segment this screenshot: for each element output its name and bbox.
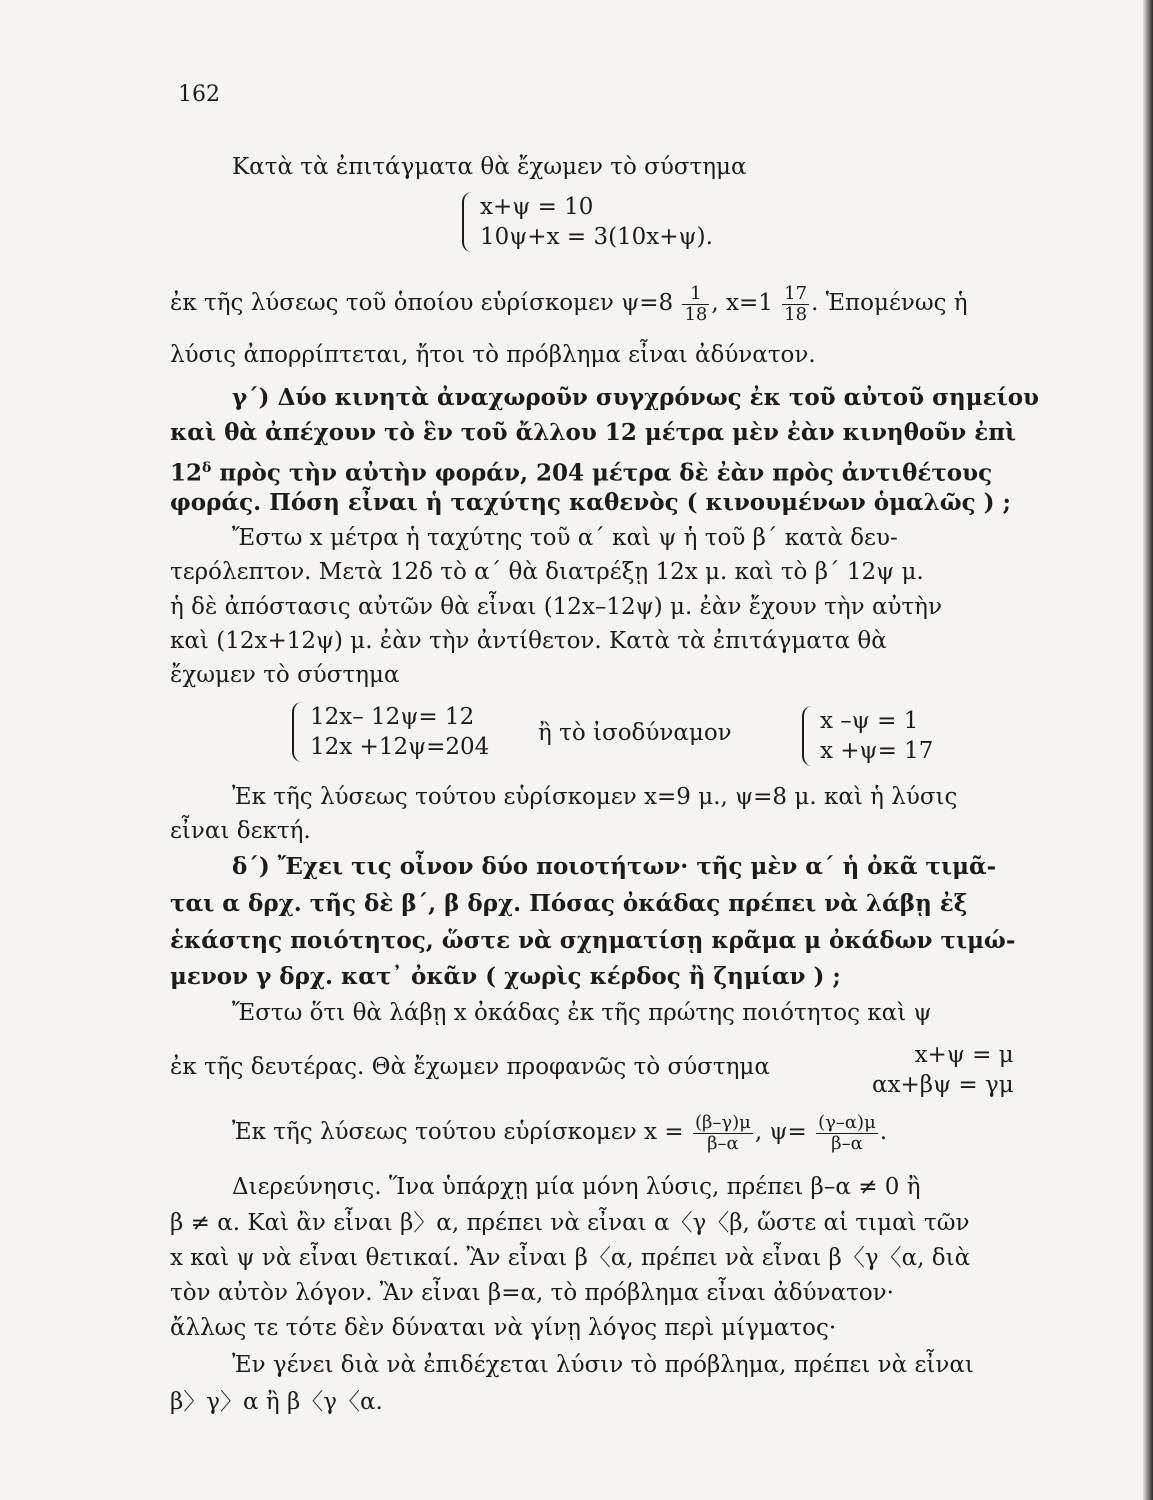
equation-line: x +ψ= 17 — [820, 738, 934, 764]
paragraph-system-intro: Κατὰ τὰ ἐπιτάγματα θὰ ἔχωμεν τὸ σύστημα — [232, 154, 747, 180]
text-line: Ἔστω x μέτρα ἡ ταχύτης τοῦ α΄ καὶ ψ ἡ τοῦ β΄ κατὰ δευ- — [232, 525, 898, 551]
text-line: x καὶ ψ νὰ εἶναι θετικαί. Ἂν εἶναι β〈α, πρέπει νὰ εἶναι β〈γ〈α, διὰ — [170, 1245, 971, 1271]
problem-gamma-line: καὶ θὰ ἀπέχουν τὸ ἓν τοῦ ἄλλου 12 μέτρα μὲν ἐὰν κινηθοῦν ἐπὶ — [170, 419, 1017, 446]
text-line: Διερεύνησις. Ἵνα ὑπάρχῃ μία μόνη λύσις, πρέπει β–α ≠ 0 ἢ — [232, 1174, 921, 1200]
problem-gamma-line: $12^\delta$ πρὸς τὴν αὐτὴν φοράν, 204 μέτρα δὲ ἐὰν πρὸς ἀντιθέτους — [170, 459, 993, 487]
problem-delta-line: ται α δρχ. τῆς δὲ β΄, β δρχ. Πόσας ὀκάδας πρέπει νὰ λάβῃ ἐξ — [170, 890, 968, 917]
brace-symbol — [462, 192, 476, 252]
fraction: $\frac{(\gamma-\alpha)\mu}{\beta-\alpha}$ — [818, 1111, 876, 1154]
equivalence-text: ἢ τὸ ἰσοδύναμον — [538, 720, 732, 746]
text-line: ἄλλως τε τότε δὲν δύναται νὰ γίνῃ λόγος περὶ μίγματος· — [170, 1315, 837, 1341]
equation-line: x+ψ = 10 — [480, 194, 594, 220]
text-line: εἶναι δεκτή. — [170, 818, 311, 844]
equation-system-2-left — [292, 702, 489, 762]
text-line: β ≠ α. Καὶ ἂν εἶναι β〉α, πρέπει νὰ εἶναι α〈γ〈β, ὥστε αἱ τιμαὶ τῶν — [170, 1210, 970, 1236]
text-line: τερόλεπτον. Μετὰ 12δ τὸ α΄ θὰ διατρέξῃ 12x μ. καὶ τὸ β΄ 12ψ μ. — [170, 559, 924, 585]
problem-gamma-line: φοράς. Πόση εἶναι ἡ ταχύτης καθενὸς ( κινουμένων ὁμαλῶς ) ; — [170, 489, 1012, 516]
text-line: ἡ δὲ ἀπόστασις αὐτῶν θὰ εἶναι (12x–12ψ) μ. ἐὰν ἔχουν τὴν αὐτὴν — [170, 594, 942, 620]
equation-system-3 — [872, 1040, 1014, 1100]
equation-system-2-right — [802, 706, 933, 766]
paragraph-rejected: λύσις ἀπορρίπτεται, ἤτοι τὸ πρόβλημα εἶναι ἀδύνατον. — [170, 342, 816, 368]
problem-delta-line: μενον γ δρχ. κατ᾽ ὀκᾶν ( χωρὶς κέρδος ἢ ζημίαν ) ; — [170, 963, 841, 990]
solution-line: ἐκ τῆς λύσεως τοῦ ὁποίου εὑρίσκομεν ψ=8 $\frac{1}{18}$ , x=1 $\frac{17}{18}$ . Ἑπομένως ἡ — [170, 282, 968, 325]
text-line: Ἐν γένει διὰ νὰ ἐπιδέχεται λύσιν τὸ πρόβλημα, πρέπει νὰ εἶναι — [232, 1352, 974, 1378]
equation-line: 12x +12ψ=204 — [310, 734, 490, 760]
fraction: $\frac{(\beta-\gamma)\mu}{\beta-\alpha}$ — [694, 1111, 751, 1154]
equation-system-1 — [462, 192, 713, 252]
equation-line: x+ψ = μ — [914, 1042, 1014, 1068]
equation-line: 10ψ+x = 3(10x+ψ). — [480, 224, 713, 250]
problem-gamma-line: γ΄) Δύο κινητὰ ἀναχωροῦν συγχρόνως ἐκ τοῦ αὐτοῦ σημείου — [232, 384, 1040, 411]
text-line: ἐκ τῆς δευτέρας. Θὰ ἔχωμεν προφανῶς τὸ σύστημα — [170, 1054, 770, 1080]
problem-delta-line: ἑκάστης ποιότητος, ὥστε νὰ σχηματίσῃ κρᾶμα μ ὀκάδων τιμώ- — [170, 927, 1016, 954]
fraction: $\frac{1}{18}$ — [684, 282, 708, 325]
scan-edge-shadow — [1143, 0, 1153, 1500]
equation-line: x –ψ = 1 — [820, 708, 919, 734]
problem-delta-line: δ΄) Ἔχει τις οἶνον δύο ποιοτήτων· τῆς μὲν α΄ ἡ ὀκᾶ τιμᾶ- — [232, 853, 997, 880]
text-line: Ἐκ τῆς λύσεως τούτου εὑρίσκομεν x=9 μ., ψ=8 μ. καὶ ἡ λύσις — [232, 784, 958, 810]
text-line: καὶ (12x+12ψ) μ. ἐὰν τὴν ἀντίθετον. Κατὰ τὰ ἐπιτάγματα θὰ — [170, 628, 887, 654]
text-line: Ἔστω ὅτι θὰ λάβῃ x ὀκάδας ἐκ τῆς πρώτης ποιότητος καὶ ψ — [232, 1000, 932, 1026]
text-line: ἔχωμεν τὸ σύστημα — [170, 662, 400, 688]
fraction: $\frac{17}{18}$ — [784, 282, 808, 325]
equation-line: αx+βψ = γμ — [872, 1072, 1014, 1098]
equation-line: 12x– 12ψ= 12 — [310, 704, 475, 730]
solution-line: Ἐκ τῆς λύσεως τούτου εὑρίσκομεν x = $\frac{(\beta-\gamma)\mu}{\beta-\alpha}$ , ψ= $\frac{(\gamma-\alpha)\mu}{\beta-\alpha}$ . — [232, 1111, 888, 1154]
page-number: 162 — [178, 82, 220, 107]
text-line: β〉γ〉α ἢ β〈γ〈α. — [170, 1389, 383, 1415]
text-line: τὸν αὐτὸν λόγον. Ἂν εἶναι β=α, τὸ πρόβλημα εἶναι ἀδύνατον· — [170, 1280, 894, 1306]
